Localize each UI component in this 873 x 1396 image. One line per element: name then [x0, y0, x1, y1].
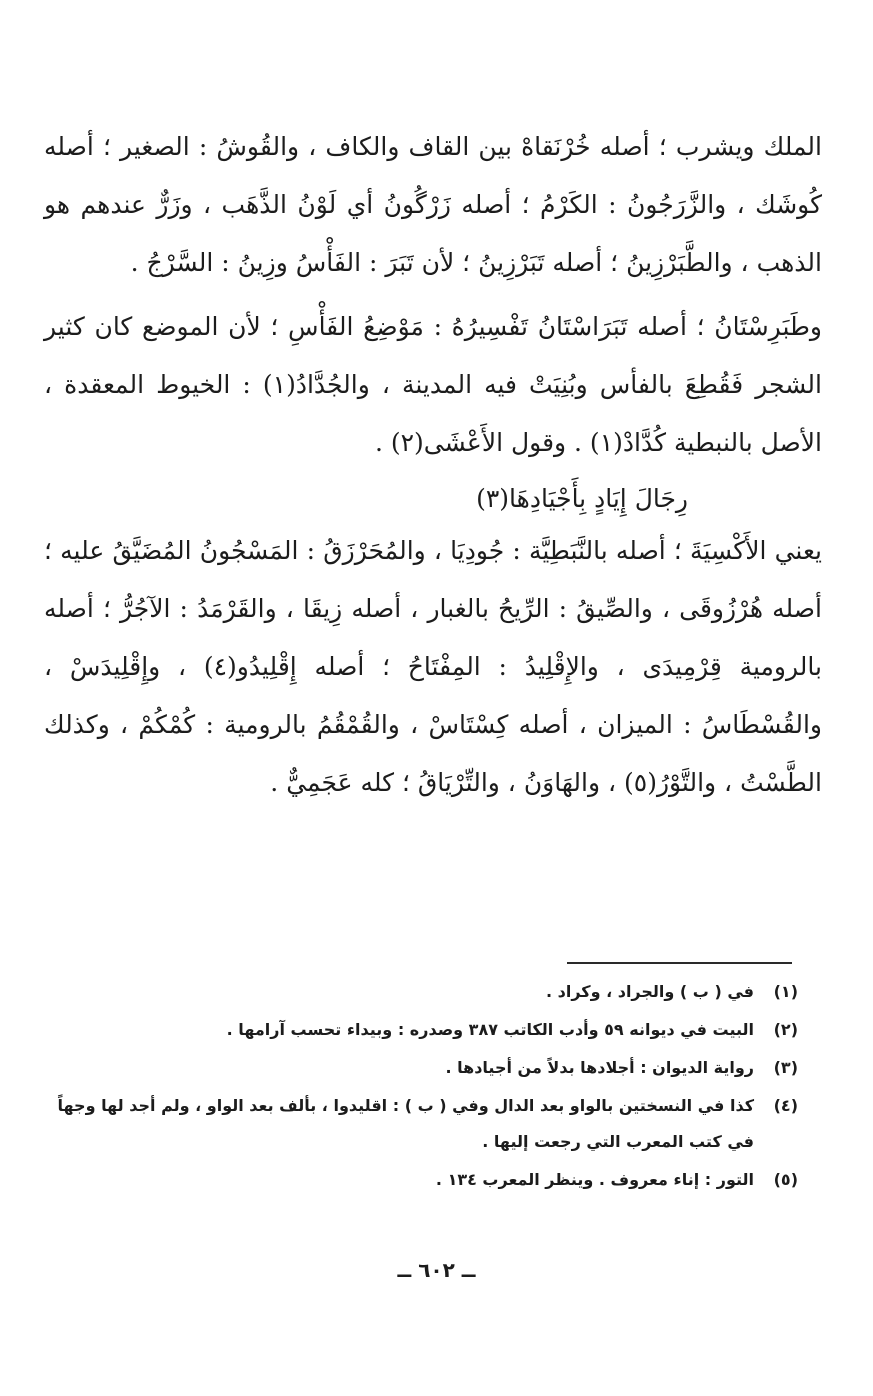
footnotes-list: [48, 974, 798, 1200]
footnote-item: [48, 1050, 798, 1086]
footnote-item: [48, 1162, 798, 1198]
footnote-number: (٢): [773, 1020, 798, 1039]
body-paragraph-3: يعني الأَكْسِيَةَ ؛ أصله بالنَّبَطِيَّة : جُودِيَا ، والمُحَرْزَقُ : المَسْجُونُ المُضَيَّقُ عليه ؛ أصله هُرْزُوقَى ، والصِّيقُ : الرِّيحُ بالغبار ، أصله زِيقَا ، والقَرْمَدُ : الآجُرُّ ؛ أصله بالرومية قِرْمِيدَى ، والإِقْلِيدُ : المِفْتَاحُ ؛ أصله إِقْلِيدُو(٤) ، وإِقْلِيدَسْ ، والقُسْطَاسُ : الميزان ، أصله كِسْتَاسْ ، والقُمْقُمُ بالرومية : كُمْكُمْ ، وكذلك الطَّسْتُ ، والتَّوْرُ(٥) ، والهَاوَنُ ، والتِّرْيَاقُ ؛ كله عَجَمِيٌّ .: [44, 536, 822, 797]
page-number: ــ ٦٠٢ ــ: [397, 1258, 476, 1282]
footnote-number: (٥): [773, 1170, 798, 1189]
footnote-item: [48, 1012, 798, 1048]
poetry-verse: رِجَالَ إِيَادٍ بِأَجْيَادِهَا(٣): [476, 484, 688, 513]
footnote-text: كذا في النسختين بالواو بعد الدال وفي ( ب ) : اقليدوا ، بألف بعد الواو ، ولم أجد لها وجهاً في كتب المعرب التي رجعت إليها .: [57, 1096, 754, 1151]
footnote-text: رواية الديوان : أجلادها بدلاً من أجيادها .: [445, 1058, 754, 1077]
body-paragraph-1: الملك ويشرب ؛ أصله خُرْنَقاهْ بين القاف والكاف ، والقُوشُ : الصغير ؛ أصله كُوشَك ، والزَّرَجُونُ : الكَرْمُ ؛ أصله زَرْگُونُ أي لَوْنُ الذَّهَب ، وزَرٌّ عندهم هو الذهب ، والطَّبَرْزِينُ ؛ أصله تَبَرْزِينُ ؛ لأن تَبَرَ : الفَأْسُ وزِينُ : السَّرْجُ .: [44, 132, 822, 277]
body-paragraph-2: وطَبَرِسْتَانُ ؛ أصله تَبَرَاسْتَانُ تَفْسِيرُهُ : مَوْضِعُ الفَأْسِ ؛ لأن الموضع كان كثير الشجر فَقُطِعَ بالفأس وبُنِيَتْ فيه المدينة ، والجُدَّادُ(١) : الخيوط المعقدة ، الأصل بالنبطية كُدَّادْ(١) . وقول الأَعْشَى(٢) .: [44, 312, 822, 457]
footnote-item: [48, 1088, 798, 1160]
footnote-separator: [567, 962, 792, 964]
footnote-text: البيت في ديوانه ٥٩ وأدب الكاتب ٣٨٧ وصدره : وبيداء تحسب آرامها .: [226, 1020, 754, 1039]
footnote-text: التور : إناء معروف . وينظر المعرب ١٣٤ .: [435, 1170, 754, 1189]
footnote-item: [48, 974, 798, 1010]
footnote-number: (٤): [773, 1096, 798, 1115]
footnote-text: في ( ب ) والجراد ، وكراد .: [545, 982, 754, 1001]
footnote-number: (٣): [773, 1058, 798, 1077]
footnote-number: (١): [773, 982, 798, 1001]
